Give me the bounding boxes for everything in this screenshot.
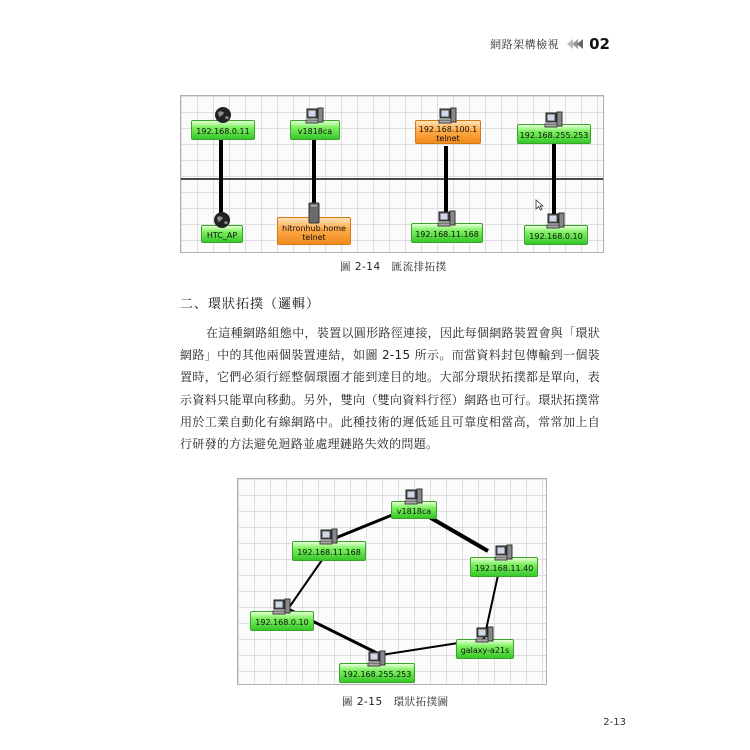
node-label: 192.168.0.10	[255, 618, 309, 627]
computer-icon	[438, 107, 458, 127]
node-label: 192.168.0.11	[196, 127, 250, 136]
section-title: 二、環狀拓撲（邏輯）	[180, 297, 321, 312]
network-node[interactable]	[411, 223, 483, 243]
node-label: 192.168.11.168	[415, 230, 479, 239]
computer-icon	[475, 626, 495, 646]
network-node[interactable]	[292, 541, 366, 561]
chapter-title: 網路架構檢視	[490, 38, 560, 51]
computer-icon	[319, 528, 339, 548]
node-label: 192.168.0.10	[529, 232, 583, 241]
globe-icon	[213, 105, 233, 127]
network-node[interactable]	[339, 663, 415, 683]
computer-icon	[367, 650, 387, 670]
node-label: 192.168.255.253	[342, 670, 412, 679]
computer-icon	[437, 210, 457, 230]
mouse-cursor-icon	[535, 196, 544, 215]
network-node[interactable]	[191, 120, 255, 140]
body-paragraph: 在這種網路組態中，裝置以圓形路徑連接，因此每個網路裝置會與「環狀網路」中的其他兩個裝置連結，如圖 2-15 所示。而當資料封包傳輸到一個裝置時，它們必須行經整個環圈才能到達目的地。大部分環狀拓撲都是單向，表示資料只能單向移動。另外，雙向（雙向資料行徑）網路也可行。環狀拓撲常用於工業自動化有線網路中。此種技術的遲低延且可靠度相當高，常常加上自行研發的方法避免迴路並處理鏈路失效的問題。	[180, 326, 600, 452]
network-node[interactable]	[517, 124, 591, 144]
node-label: HTC_AP	[206, 231, 238, 240]
node-label: 192.168.100.1 telnet	[418, 125, 478, 143]
node-label: galaxy-a21s	[460, 646, 510, 655]
node-label: v1818ca	[396, 507, 432, 516]
network-node[interactable]	[277, 217, 351, 245]
computer-icon	[404, 488, 424, 508]
node-label: 192.168.11.168	[297, 548, 361, 557]
figure-caption: 圖 2-14 匯流排拓撲	[340, 261, 447, 273]
node-label: 192.168.255.253	[519, 131, 589, 140]
computer-icon	[494, 544, 514, 564]
node-label: hitronhub.home telnet	[282, 224, 346, 242]
chapter-number: 02	[589, 35, 610, 53]
bus-topology-figure	[180, 95, 604, 253]
network-node[interactable]	[201, 225, 243, 243]
network-node[interactable]	[456, 639, 514, 659]
router-icon	[306, 202, 322, 226]
network-node[interactable]	[250, 611, 314, 631]
globe-icon	[212, 210, 232, 232]
page-number: 2-13	[603, 717, 626, 728]
computer-icon	[305, 107, 325, 127]
figure-caption: 圖 2-15 環狀拓撲圖	[342, 696, 449, 708]
computer-icon	[272, 598, 292, 618]
computer-icon	[546, 212, 566, 232]
network-node[interactable]	[415, 120, 481, 144]
ring-topology-figure	[237, 478, 547, 685]
page-header	[490, 33, 610, 55]
network-node[interactable]	[391, 501, 437, 519]
computer-icon	[544, 111, 564, 131]
network-node[interactable]	[290, 120, 340, 140]
chevron-left-icon	[565, 38, 583, 50]
network-node[interactable]	[524, 225, 588, 245]
network-node[interactable]	[470, 557, 538, 577]
node-label: 192.168.11.40	[474, 564, 534, 573]
node-label: v1818ca	[297, 127, 333, 136]
